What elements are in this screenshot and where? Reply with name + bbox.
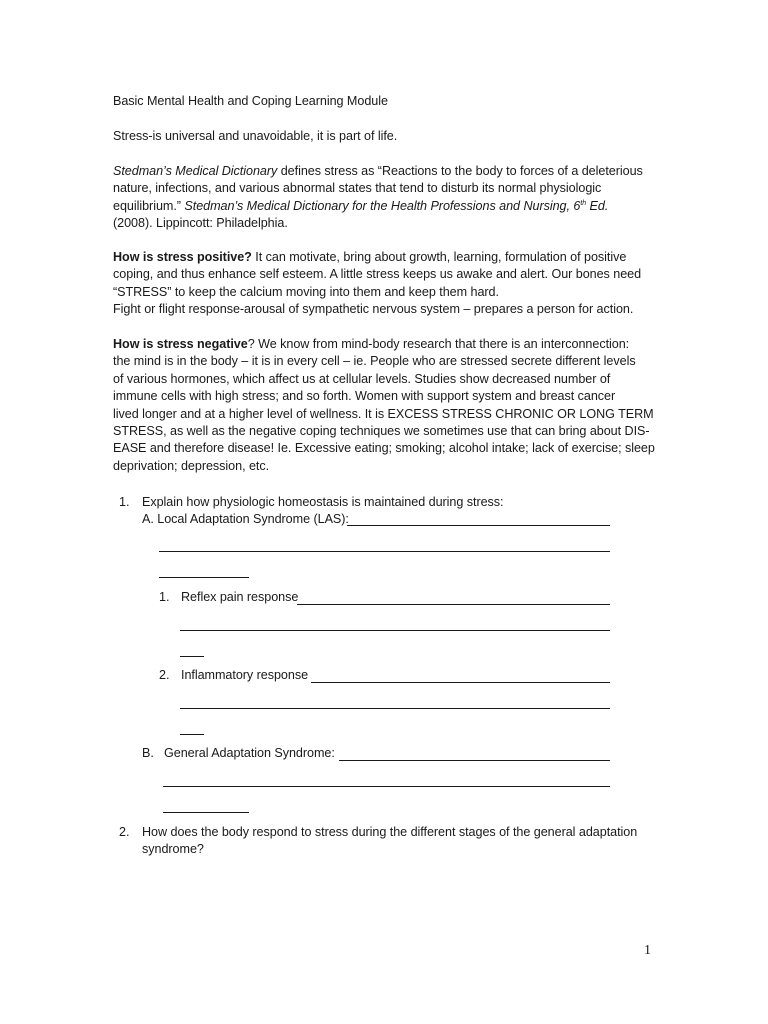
negative-line-3: of various hormones, which affect us at cellular levels. Studies show decreased number of xyxy=(113,371,611,386)
answer-line-gas-2[interactable] xyxy=(163,786,610,787)
definition-line-3-start: equilibrium.” xyxy=(113,198,185,213)
question-2-line-2: syndrome? xyxy=(142,842,204,856)
positive-line-4: Fight or flight response-arousal of sympathetic nervous system – prepares a person for action. xyxy=(113,302,634,317)
definition-line-1-rest: defines stress as “Reactions to the body to forces of a deleterious xyxy=(277,164,643,178)
sub-question-1-text: Reflex pain response xyxy=(181,590,299,604)
sub-question-1-number: 1. xyxy=(159,590,170,604)
positive-line-2: coping, and thus enhance self esteem. A little stress keeps us awake and alert. Our bones need xyxy=(113,267,642,282)
answer-line-reflex-3[interactable] xyxy=(180,656,204,657)
question-a-label: A. Local Adaptation Syndrome (LAS): xyxy=(142,512,349,526)
question-1-text: Explain how physiologic homeostasis is maintained during stress: xyxy=(142,495,504,509)
intro-paragraph xyxy=(113,128,658,145)
answer-line-reflex-1[interactable] xyxy=(297,604,610,605)
negative-line-1 xyxy=(113,336,658,353)
dictionary-name: Stedman’s Medical Dictionary xyxy=(113,164,278,178)
question-b-text: General Adaptation Syndrome: xyxy=(164,746,335,760)
negative-line-8: deprivation; depression, etc. xyxy=(113,458,270,473)
negative-line-6: STRESS, as well as the negative coping techniques we sometimes use that can bring about DIS- xyxy=(113,424,650,439)
question-1-number: 1. xyxy=(119,495,130,509)
negative-line-2: the mind is in the body – it is in every cell – ie. People who are stressed secrete different levels xyxy=(113,354,636,369)
negative-line-1-rest: ? We know from mind-body research that there is an interconnection: xyxy=(247,337,630,351)
negative-heading: How is stress negative xyxy=(113,337,248,351)
positive-paragraph xyxy=(113,249,658,319)
definition-line-2: nature, infections, and various abnormal states that tend to disturb its normal physiologic xyxy=(113,181,602,196)
positive-line-1 xyxy=(113,249,658,266)
negative-line-7: EASE and therefore disease! Ie. Excessive eating; smoking; alcohol intake; lack of exercise; sleep xyxy=(113,441,655,456)
answer-line-gas-1[interactable] xyxy=(339,760,610,761)
intro-text: Stress-is universal and unavoidable, it is part of life. xyxy=(113,129,398,143)
module-title xyxy=(113,93,658,110)
question-b-number: B. xyxy=(142,746,154,760)
question-2-line-1: How does the body respond to stress during the different stages of the general adaptation xyxy=(142,825,638,839)
answer-line-gas-3[interactable] xyxy=(163,812,249,813)
definition-line-4: (2008). Lippincott: Philadelphia. xyxy=(113,216,288,231)
question-2-number: 2. xyxy=(119,825,130,839)
sub-question-2-text: Inflammatory response xyxy=(181,668,309,682)
definition-paragraph xyxy=(113,163,658,233)
sub-question-2-number: 2. xyxy=(159,668,170,682)
answer-line-las-1[interactable] xyxy=(347,525,610,526)
answer-line-las-2[interactable] xyxy=(159,551,610,552)
negative-line-5: lived longer and at a higher level of wellness. It is EXCESS STRESS CHRONIC OR LONG TERM xyxy=(113,406,654,421)
citation-edition-superscript: th xyxy=(580,199,587,207)
answer-line-reflex-2[interactable] xyxy=(180,630,610,631)
positive-heading: How is stress positive? xyxy=(113,250,252,264)
negative-line-4: immune cells with high stress; and so forth. Women with support system and breast cancer xyxy=(113,389,616,404)
citation-title: Stedman’s Medical Dictionary for the Health Professions and Nursing, 6 xyxy=(184,198,581,213)
answer-line-inflammatory-1[interactable] xyxy=(311,682,610,683)
positive-line-3: “STRESS” to keep the calcium moving into them and keep them hard. xyxy=(113,284,499,299)
page-number: 1 xyxy=(644,943,651,958)
module-title-text: Basic Mental Health and Coping Learning Module xyxy=(113,94,388,108)
positive-line-1-rest: It can motivate, bring about growth, learning, formulation of positive xyxy=(251,250,627,264)
citation-edition-suffix: Ed. xyxy=(586,198,609,213)
answer-line-inflammatory-3[interactable] xyxy=(180,734,204,735)
answer-line-inflammatory-2[interactable] xyxy=(180,708,610,709)
answer-line-las-3[interactable] xyxy=(159,577,249,578)
definition-line-3 xyxy=(113,198,658,215)
negative-paragraph xyxy=(113,336,658,475)
definition-line-1 xyxy=(113,163,658,180)
